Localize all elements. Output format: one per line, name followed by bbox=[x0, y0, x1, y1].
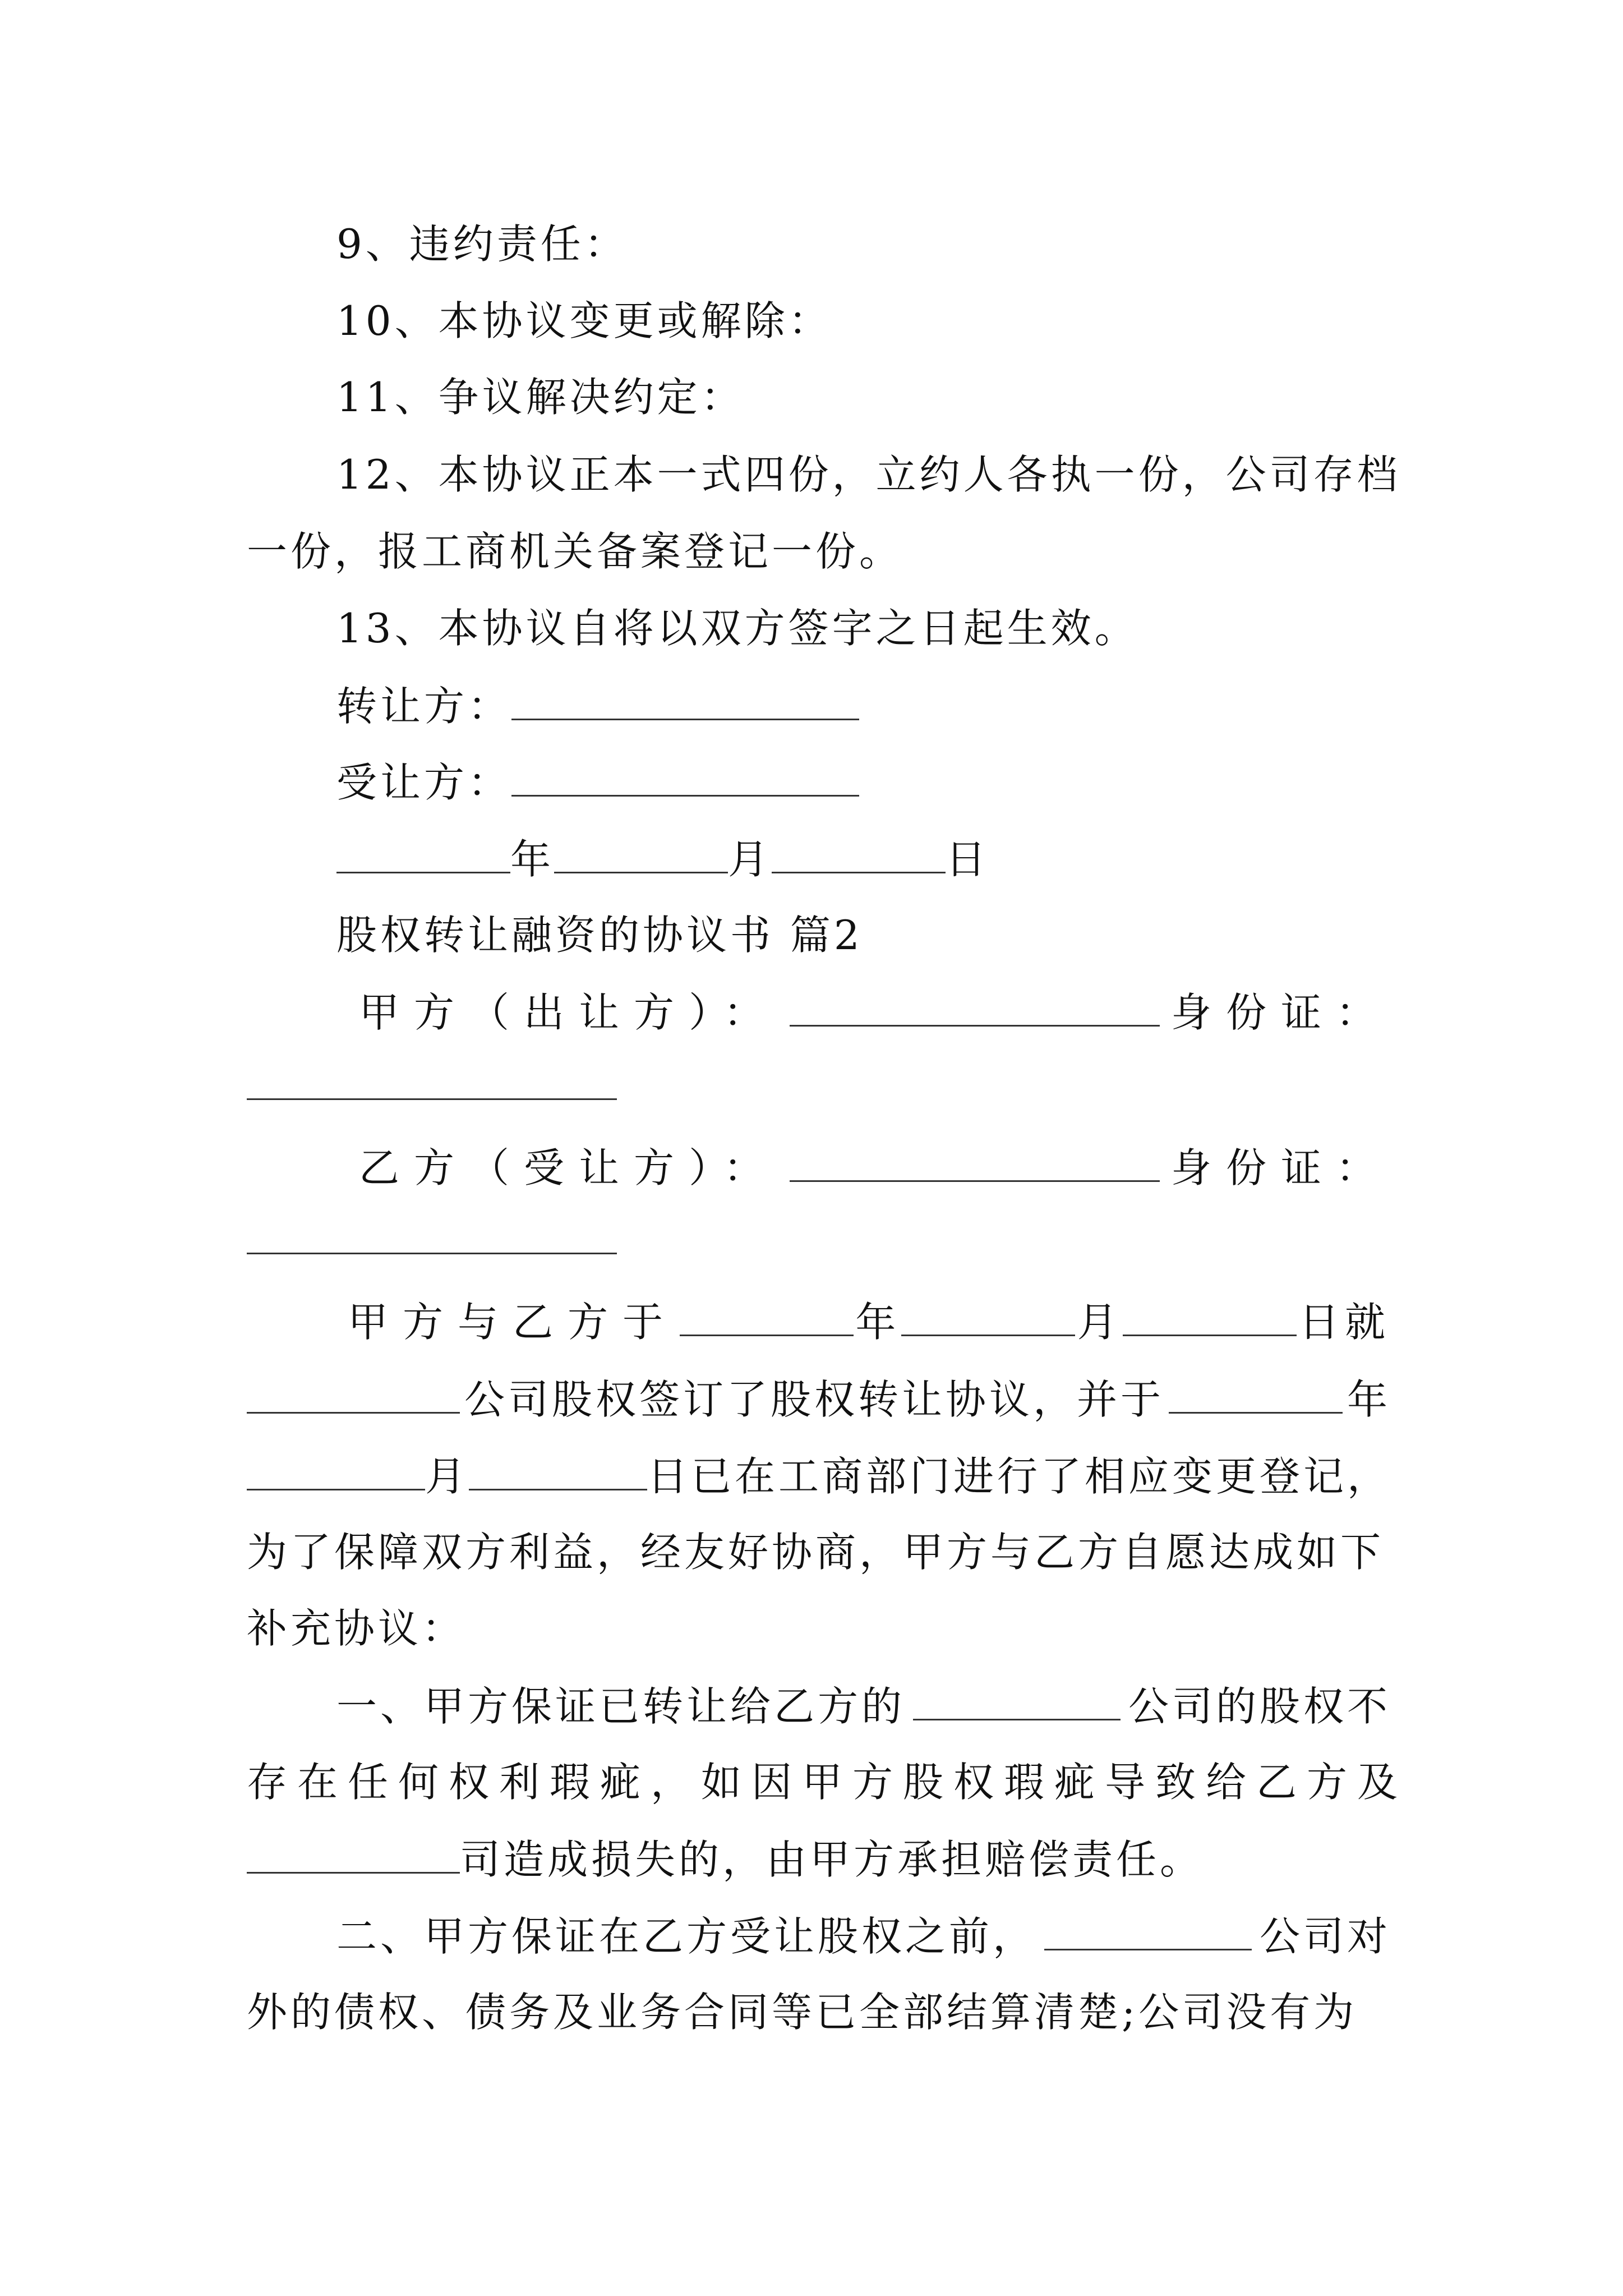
clause-two-line-2: 外的债权、债务及业务合同等已全部结算清楚;公司没有为 bbox=[247, 1989, 1358, 2036]
party-a-name-blank bbox=[790, 989, 1160, 1027]
intro-line-2: 公司股权签订了股权转让协议，并于 年 bbox=[247, 1376, 1391, 1422]
clause-one-line-3: 司造成损失的，由甲方承担赔偿责任。 bbox=[247, 1836, 1391, 1882]
party-b-name-blank bbox=[790, 1144, 1160, 1182]
intro-line-5: 补充协议： bbox=[247, 1605, 466, 1652]
transferor-blank bbox=[511, 683, 859, 720]
transferee-signature-line bbox=[336, 759, 1391, 805]
clause-12-line-2: 一份，报工商机关备案登记一份。 bbox=[247, 528, 903, 575]
party-a-label: 甲方（出让方）： bbox=[359, 989, 779, 1036]
party-b-line bbox=[359, 1144, 1391, 1190]
party-a-line bbox=[359, 989, 1391, 1035]
party-b-id-blank bbox=[247, 1253, 617, 1254]
clause-11: 11、争议解决约定： bbox=[336, 374, 745, 421]
month-label: 月 bbox=[728, 836, 772, 883]
intro-line-1: 甲方与乙方于 年 月 日就 bbox=[348, 1299, 1391, 1346]
party-a-id-blank bbox=[247, 1098, 617, 1100]
intro-line-4: 为了保障双方利益，经友好协商，甲方与乙方自愿达成如下 bbox=[247, 1529, 1385, 1576]
party-b-label: 乙方（受让方）： bbox=[359, 1144, 779, 1191]
clause-one-line-2: 存在任何权利瑕疵，如因甲方股权瑕疵导致给乙方及 bbox=[247, 1759, 1408, 1806]
signature-date-line bbox=[336, 836, 1391, 882]
transferor-label: 转让方： bbox=[336, 683, 512, 730]
party-a-id-label: 身份证： bbox=[1170, 989, 1391, 1036]
transferee-label: 受让方： bbox=[336, 759, 512, 806]
day-label: 日 bbox=[946, 836, 990, 883]
clause-12-line-1: 12、本协议正本一式四份，立约人各执一份，公司存档 bbox=[336, 451, 1401, 498]
transferor-signature-line bbox=[336, 683, 1391, 729]
party-b-id-label: 身份证： bbox=[1170, 1144, 1391, 1191]
year-label: 年 bbox=[510, 836, 555, 883]
section-title: 股权转让融资的协议书 篇2 bbox=[336, 912, 863, 959]
clause-9: 9、违约责任： bbox=[336, 220, 628, 268]
clause-10: 10、本协议变更或解除： bbox=[336, 297, 832, 344]
transferee-blank bbox=[511, 759, 859, 797]
clause-one-line-1: 一、甲方保证已转让给乙方的 公司的股权不 bbox=[336, 1683, 1391, 1730]
intro-line-3: 月 日已在工商部门进行了相应变更登记， bbox=[247, 1453, 1391, 1499]
clause-13: 13、本协议自将以双方签字之日起生效。 bbox=[336, 605, 1138, 652]
clause-two-line-1: 二、甲方保证在乙方受让股权之前， 公司对 bbox=[336, 1913, 1391, 1960]
